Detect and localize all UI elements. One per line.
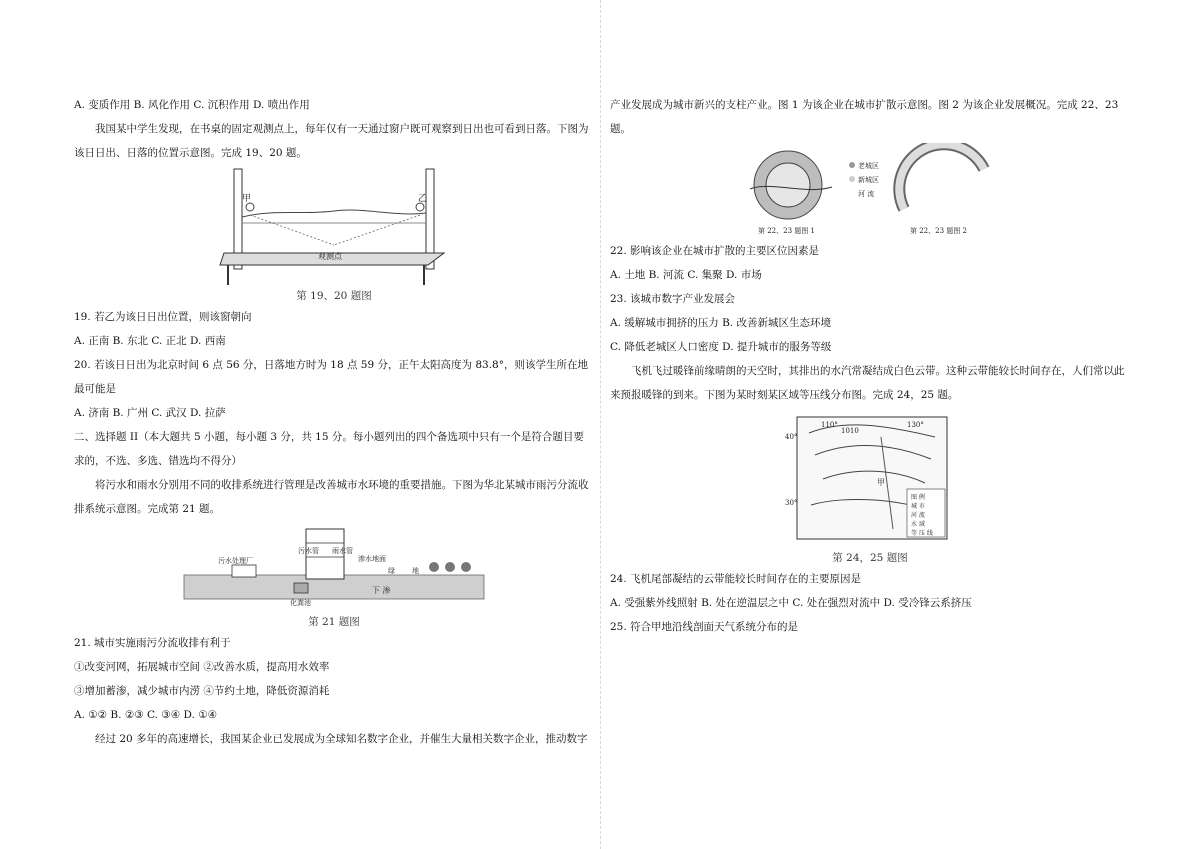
figure-21-caption: 第 21 题图 [308,616,360,628]
lon-130: 130° [907,421,924,429]
figure-21 [74,523,594,631]
label-infiltration: 下 渗 [372,586,391,595]
q21: 21. 城市实施雨污分流收排有利于 [74,637,231,649]
legend-new-city: 新城区 [858,176,879,184]
legend-title: 图 例 [911,494,925,501]
q23-options-ab: A. 缓解城市拥挤的压力 B. 改善新城区生态环境 [610,317,831,329]
label-permeable-ground: 渗水地面 [358,555,386,563]
lon-110: 110° [821,421,838,429]
section-ii-heading: 二、选择题 II（本大题共 5 小题，每小题 3 分，共 15 分。每小题列出的四个备选项中只有一个是符合题目要求的，不选、多选、错选均不得分） [74,431,584,467]
q20-options: A. 济南 B. 广州 C. 武汉 D. 拉萨 [74,407,226,419]
q23: 23. 该城市数字产业发展会 [610,293,736,305]
q21-statements-2: ③增加蓄渗，减少城市内涝 ④节约土地，降低资源消耗 [74,685,330,697]
label-observation-point: 观测点 [318,252,342,261]
q18-options: A. 变质作用 B. 风化作用 C. 沉积作用 D. 喷出作用 [74,99,310,111]
intro-22-part2: 产业发展成为城市新兴的支柱产业。图 1 为该企业在城市扩散示意图。图 2 为该企业发展概况。完成 22、23 题。 [610,99,1119,135]
left-column [74,93,594,751]
q25: 25. 符合甲地沿线剖面天气系统分布的是 [610,621,799,633]
q19: 19. 若乙为该日日出位置，则该窗朝向 [74,311,252,323]
figure-19-20 [74,167,594,305]
intro-24-25: 飞机飞过暖锋前缘晴朗的天空时，其排出的水汽常凝结成白色云带。这种云带能较长时间存在，人们常以此来预报暖锋的到来。下图为某时刻某区域等压线分布图。完成 24，25 题。 [610,365,1125,401]
sewage-system-diagram [174,523,494,613]
window-diagram [214,167,454,287]
column-divider [600,0,601,849]
legend-river: 河 流 [858,190,875,198]
center-jia: 甲 [877,478,885,487]
q24: 24. 飞机尾部凝结的云带能较长时间存在的主要原因是 [610,573,862,585]
figure-22-23-caption-2: 第 22、23 题图 2 [910,227,967,235]
legend-old-city: 老城区 [858,162,879,170]
figure-22-23 [610,143,1130,239]
q19-options: A. 正南 B. 东北 C. 正北 D. 西南 [74,335,226,347]
intro-21: 将污水和雨水分别用不同的收排系统进行管理是改善城市水环境的重要措施。下图为华北某城市雨污分流收排系统示意图。完成第 21 题。 [74,479,589,515]
intro-22-part1: 经过 20 多年的高速增长，我国某企业已发展成为全球知名数字企业，并催生大量相关数字企业，推动数字 [95,733,588,745]
intro-19-20: 我国某中学生发现，在书桌的固定观测点上，每年仅有一天通过窗户既可观察到日出也可看到日落。下图为该日日出、日落的位置示意图。完成 19、20 题。 [74,123,589,159]
label-sewage-pipe: 污水管 [298,547,319,555]
legend-river: 河 流 [911,512,925,519]
figure-19-20-caption: 第 19、20 题图 [296,290,372,302]
lat-40: 40° [785,433,798,441]
q23-options-cd: C. 降低老城区人口密度 D. 提升城市的服务等级 [610,341,832,353]
isobar-1010: 1010 [841,427,859,435]
label-rain-pipe: 雨水管 [332,547,353,555]
figure-24-25-caption: 第 24，25 题图 [832,552,908,564]
legend-water: 水 域 [911,521,925,528]
legend-city: 城 市 [911,503,925,510]
lat-30: 30° [785,499,798,507]
q20: 20. 若该日日出为北京时间 6 点 56 分，日落地方时为 18 点 59 分，正午太阳高度为 83.8°，则该学生所在地最可能是 [74,359,588,395]
label-land: 地 [412,567,419,575]
label-sewage-plant: 污水处理厂 [218,557,253,565]
q21-statements-1: ①改变河网，拓展城市空间 ②改善水质，提高用水效率 [74,661,330,673]
q21-options: A. ①② B. ②③ C. ③④ D. ①④ [74,709,218,721]
legend-isobar: 等 压 线 [911,530,933,537]
figure-24-25 [610,409,1130,567]
label-yi: 乙 [418,194,428,204]
label-green: 绿 [388,567,395,575]
label-septic-tank: 化粪池 [290,599,311,607]
enterprise-diffusion-diagrams [740,143,1000,239]
q22-options: A. 土地 B. 河流 C. 集聚 D. 市场 [610,269,762,281]
right-column [610,93,1130,639]
q22: 22. 影响该企业在城市扩散的主要区位因素是 [610,245,820,257]
figure-22-23-caption-1: 第 22、23 题图 1 [758,227,815,235]
label-jia: 甲 [242,194,252,204]
q24-options: A. 受强紫外线照射 B. 处在逆温层之中 C. 处在强烈对流中 D. 受冷锋云系挤压 [610,597,972,609]
isobar-map [785,409,955,549]
